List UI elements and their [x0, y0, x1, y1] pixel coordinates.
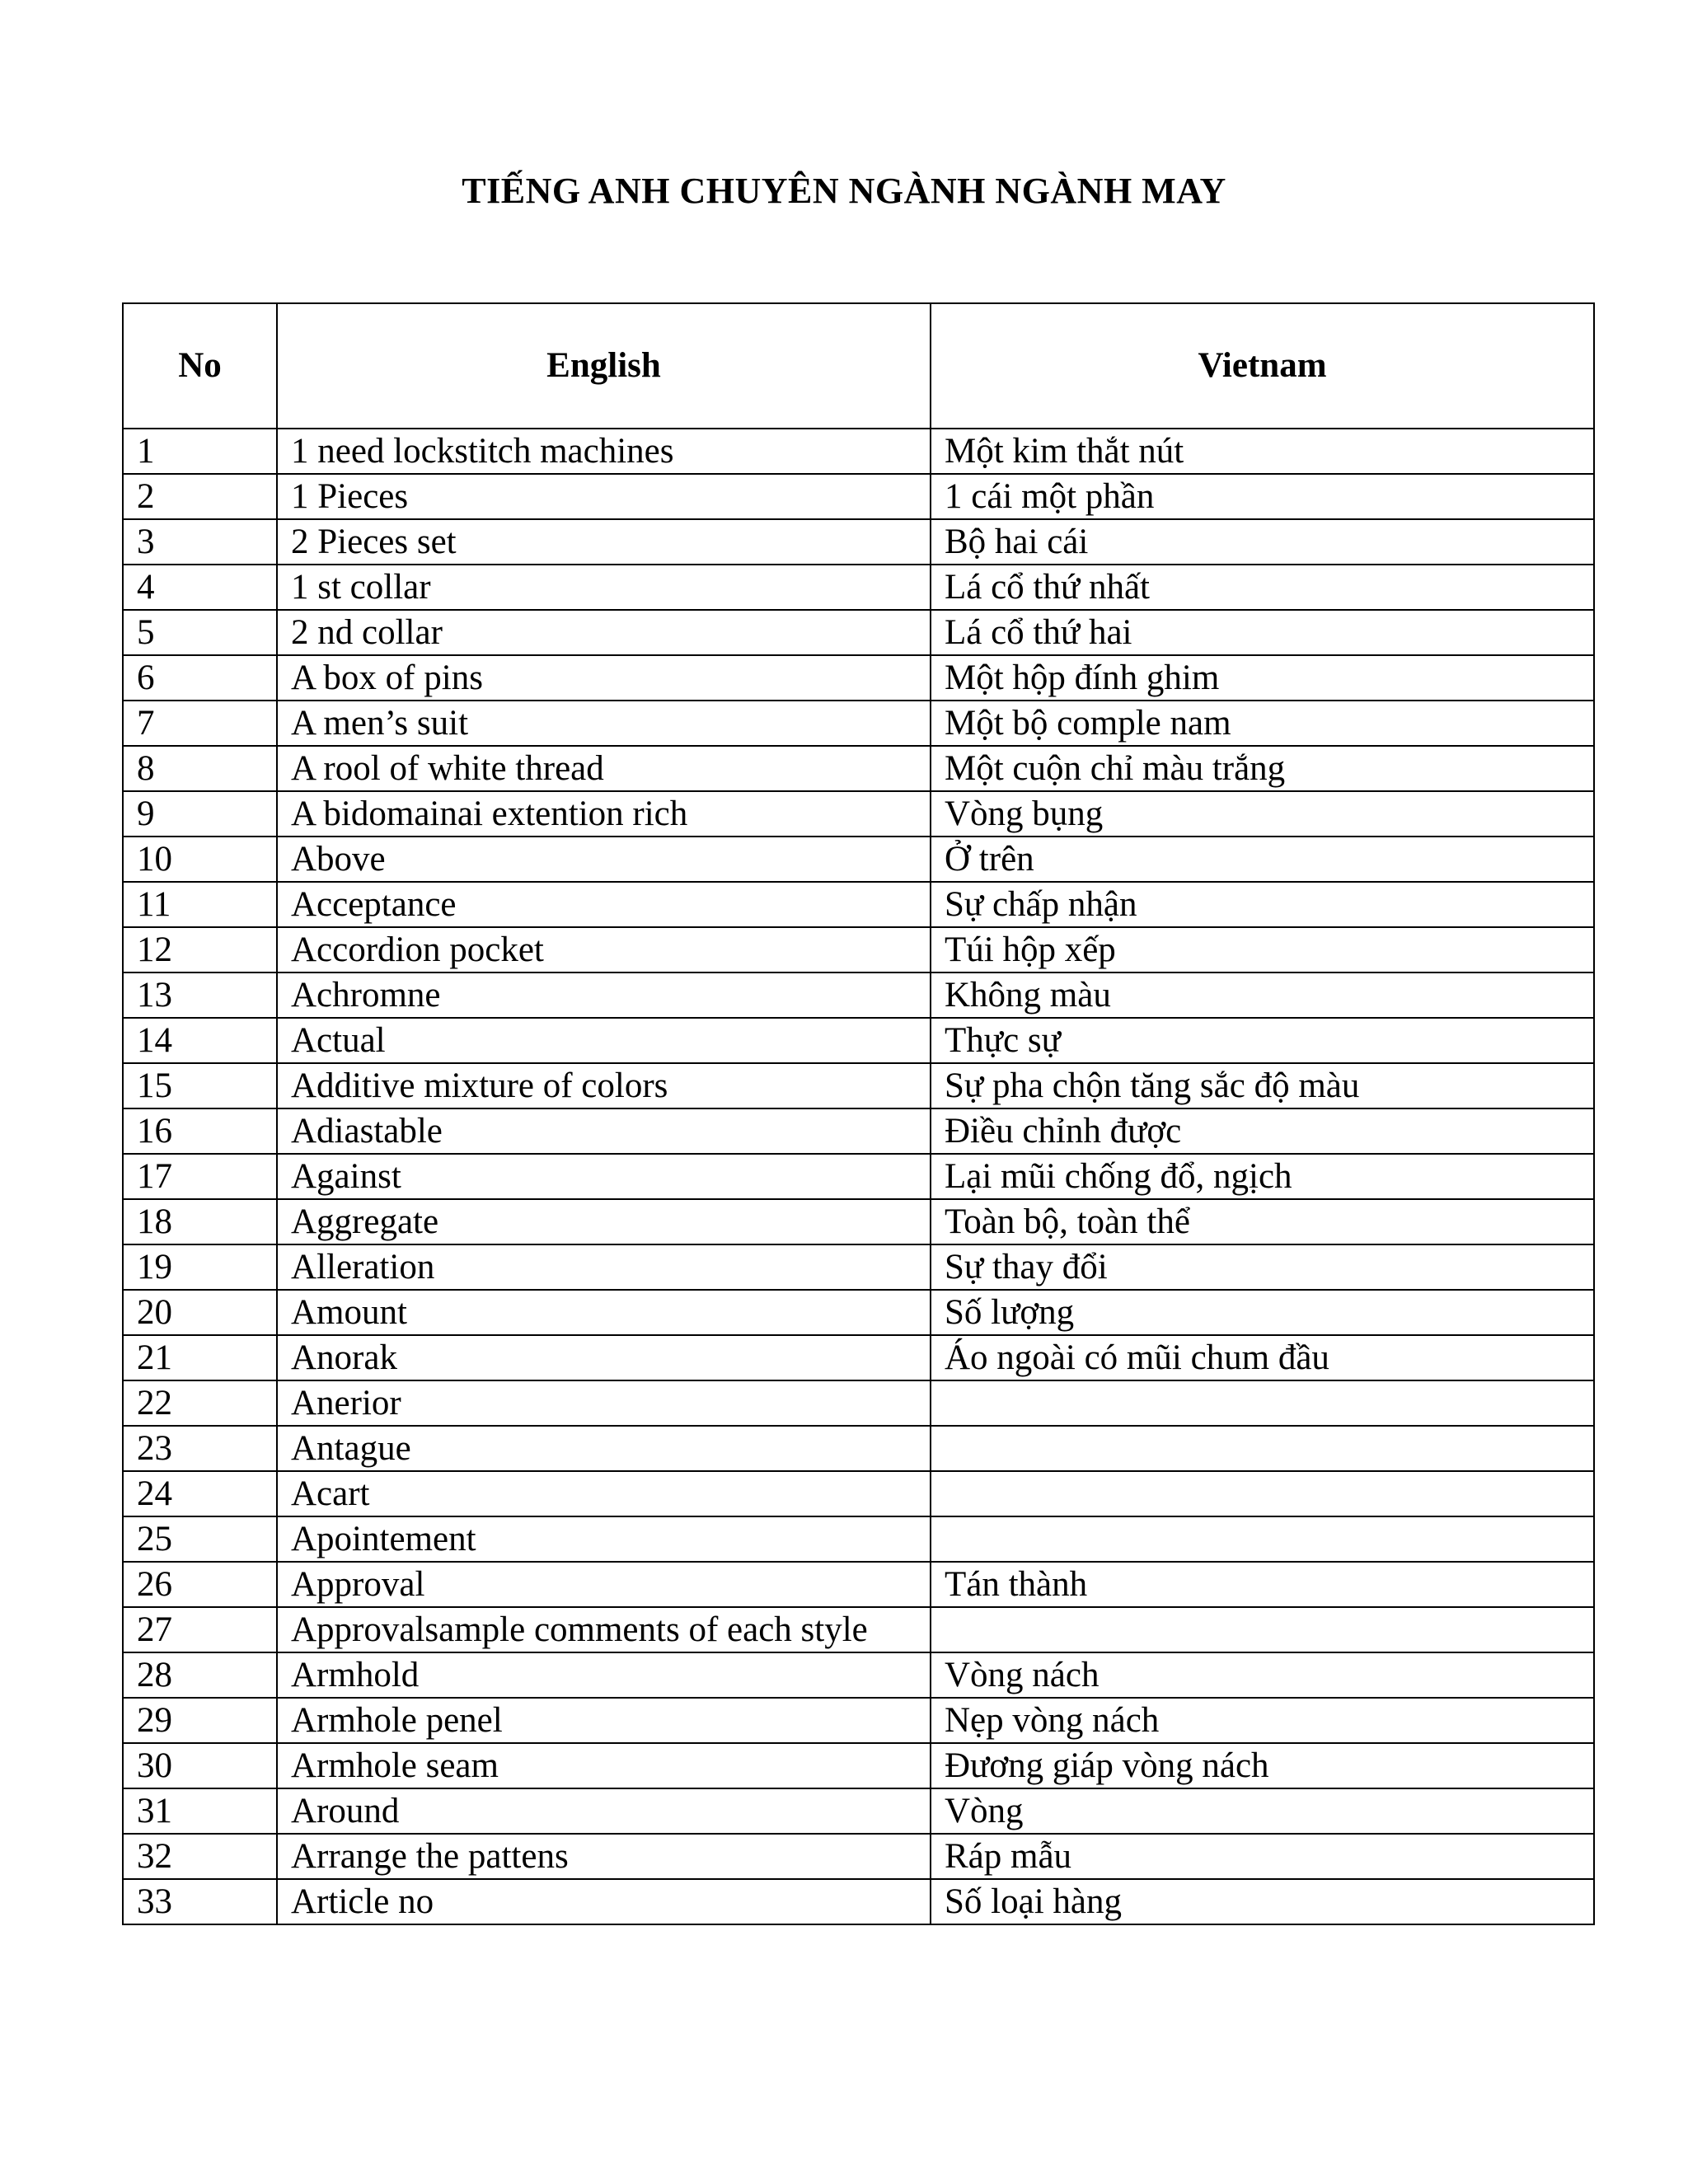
cell-english: Approval — [277, 1562, 931, 1607]
cell-english: A rool of white thread — [277, 746, 931, 791]
cell-vietnam: Lá cổ thứ hai — [931, 610, 1594, 655]
cell-english: A box of pins — [277, 655, 931, 701]
cell-vietnam: Vòng — [931, 1788, 1594, 1834]
cell-no: 8 — [123, 746, 277, 791]
cell-english: Amount — [277, 1290, 931, 1335]
cell-no: 5 — [123, 610, 277, 655]
table-row — [123, 746, 1594, 791]
cell-no: 20 — [123, 1290, 277, 1335]
cell-vietnam: Vòng bụng — [931, 791, 1594, 837]
cell-no: 33 — [123, 1879, 277, 1924]
cell-english: 1 st collar — [277, 565, 931, 610]
cell-english: Adiastable — [277, 1108, 931, 1154]
cell-no: 7 — [123, 701, 277, 746]
table-row — [123, 1380, 1594, 1426]
cell-english: Article no — [277, 1879, 931, 1924]
table-row — [123, 1154, 1594, 1199]
cell-vietnam: Túi hộp xếp — [931, 927, 1594, 972]
cell-vietnam: Sự chấp nhận — [931, 882, 1594, 927]
table-row — [123, 655, 1594, 701]
cell-english: A bidomainai extention rich — [277, 791, 931, 837]
table-row — [123, 837, 1594, 882]
cell-vietnam: Không màu — [931, 972, 1594, 1018]
table-row — [123, 610, 1594, 655]
cell-vietnam: Điều chỉnh được — [931, 1108, 1594, 1154]
table-row — [123, 1018, 1594, 1063]
cell-vietnam: Lại mũi chống đổ, ngịch — [931, 1154, 1594, 1199]
cell-english: 1 need lockstitch machines — [277, 429, 931, 474]
cell-vietnam: Toàn bộ, toàn thể — [931, 1199, 1594, 1244]
table-row — [123, 1471, 1594, 1516]
cell-english: Anorak — [277, 1335, 931, 1380]
cell-no: 25 — [123, 1516, 277, 1562]
cell-vietnam: Ở trên — [931, 837, 1594, 882]
cell-english: Aggregate — [277, 1199, 931, 1244]
cell-vietnam — [931, 1471, 1594, 1516]
cell-english: Above — [277, 837, 931, 882]
cell-no: 22 — [123, 1380, 277, 1426]
cell-vietnam: Một kim thắt nút — [931, 429, 1594, 474]
cell-vietnam: Một hộp đính ghim — [931, 655, 1594, 701]
table-row — [123, 1879, 1594, 1924]
cell-english: Arrange the pattens — [277, 1834, 931, 1879]
cell-vietnam — [931, 1607, 1594, 1652]
cell-english: 2 nd collar — [277, 610, 931, 655]
table-row — [123, 1063, 1594, 1108]
cell-vietnam — [931, 1426, 1594, 1471]
table-row — [123, 1516, 1594, 1562]
cell-english: Armhold — [277, 1652, 931, 1698]
cell-english: Achromne — [277, 972, 931, 1018]
cell-english: Accordion pocket — [277, 927, 931, 972]
cell-english: 2 Pieces set — [277, 519, 931, 565]
cell-no: 1 — [123, 429, 277, 474]
cell-vietnam: Một bộ comple nam — [931, 701, 1594, 746]
cell-no: 18 — [123, 1199, 277, 1244]
cell-no: 9 — [123, 791, 277, 837]
cell-vietnam: Sự thay đổi — [931, 1244, 1594, 1290]
cell-no: 14 — [123, 1018, 277, 1063]
table-row — [123, 1562, 1594, 1607]
header-english: English — [277, 303, 931, 429]
table-row — [123, 1290, 1594, 1335]
cell-vietnam — [931, 1516, 1594, 1562]
cell-vietnam: Đương giáp vòng nách — [931, 1743, 1594, 1788]
cell-no: 29 — [123, 1698, 277, 1743]
cell-english: Actual — [277, 1018, 931, 1063]
cell-no: 23 — [123, 1426, 277, 1471]
cell-no: 31 — [123, 1788, 277, 1834]
table-row — [123, 1607, 1594, 1652]
cell-english: Alleration — [277, 1244, 931, 1290]
cell-english: Anerior — [277, 1380, 931, 1426]
cell-vietnam: Áo ngoài có mũi chum đầu — [931, 1335, 1594, 1380]
cell-no: 19 — [123, 1244, 277, 1290]
table-row — [123, 791, 1594, 837]
cell-vietnam: Nẹp vòng nách — [931, 1698, 1594, 1743]
cell-no: 26 — [123, 1562, 277, 1607]
table-row — [123, 1426, 1594, 1471]
cell-vietnam: Một cuộn chỉ màu trắng — [931, 746, 1594, 791]
table-row — [123, 701, 1594, 746]
page-title: TIẾNG ANH CHUYÊN NGÀNH NGÀNH MAY — [462, 171, 1226, 211]
cell-no: 10 — [123, 837, 277, 882]
cell-no: 12 — [123, 927, 277, 972]
table-row — [123, 882, 1594, 927]
cell-vietnam: Ráp mẫu — [931, 1834, 1594, 1879]
cell-no: 11 — [123, 882, 277, 927]
table-row — [123, 429, 1594, 474]
cell-english: Acceptance — [277, 882, 931, 927]
table-row — [123, 1834, 1594, 1879]
cell-english: Antague — [277, 1426, 931, 1471]
cell-english: 1 Pieces — [277, 474, 931, 519]
cell-no: 32 — [123, 1834, 277, 1879]
cell-no: 28 — [123, 1652, 277, 1698]
cell-vietnam: 1 cái một phần — [931, 474, 1594, 519]
table-row — [123, 1743, 1594, 1788]
cell-no: 21 — [123, 1335, 277, 1380]
table-row — [123, 1335, 1594, 1380]
cell-english: Additive mixture of colors — [277, 1063, 931, 1108]
table-header-row — [123, 303, 1594, 429]
cell-no: 2 — [123, 474, 277, 519]
table-row — [123, 1199, 1594, 1244]
cell-no: 4 — [123, 565, 277, 610]
cell-vietnam: Số lượng — [931, 1290, 1594, 1335]
cell-no: 27 — [123, 1607, 277, 1652]
cell-english: Against — [277, 1154, 931, 1199]
table-row — [123, 927, 1594, 972]
cell-english: Apointement — [277, 1516, 931, 1562]
cell-vietnam: Thực sự — [931, 1018, 1594, 1063]
cell-english: Armhole seam — [277, 1743, 931, 1788]
cell-vietnam — [931, 1380, 1594, 1426]
table-row — [123, 1108, 1594, 1154]
header-vietnam: Vietnam — [931, 303, 1594, 429]
table-row — [123, 565, 1594, 610]
cell-vietnam: Vòng nách — [931, 1652, 1594, 1698]
cell-english: Around — [277, 1788, 931, 1834]
cell-english: Approvalsample comments of each style — [277, 1607, 931, 1652]
table-row — [123, 474, 1594, 519]
table-row — [123, 972, 1594, 1018]
cell-english: Armhole penel — [277, 1698, 931, 1743]
cell-vietnam: Lá cổ thứ nhất — [931, 565, 1594, 610]
table-row — [123, 1244, 1594, 1290]
cell-vietnam: Bộ hai cái — [931, 519, 1594, 565]
table-row — [123, 1652, 1594, 1698]
header-no: No — [123, 303, 277, 429]
cell-english: Acart — [277, 1471, 931, 1516]
cell-no: 24 — [123, 1471, 277, 1516]
cell-no: 16 — [123, 1108, 277, 1154]
cell-no: 15 — [123, 1063, 277, 1108]
cell-vietnam: Số loại hàng — [931, 1879, 1594, 1924]
table-row — [123, 1698, 1594, 1743]
cell-no: 6 — [123, 655, 277, 701]
cell-vietnam: Tán thành — [931, 1562, 1594, 1607]
table-row — [123, 1788, 1594, 1834]
table-body — [123, 429, 1594, 1924]
cell-no: 13 — [123, 972, 277, 1018]
cell-english: A men’s suit — [277, 701, 931, 746]
cell-no: 3 — [123, 519, 277, 565]
table-row — [123, 519, 1594, 565]
vocabulary-table — [122, 302, 1595, 1925]
cell-vietnam: Sự pha chộn tăng sắc độ màu — [931, 1063, 1594, 1108]
cell-no: 30 — [123, 1743, 277, 1788]
cell-no: 17 — [123, 1154, 277, 1199]
